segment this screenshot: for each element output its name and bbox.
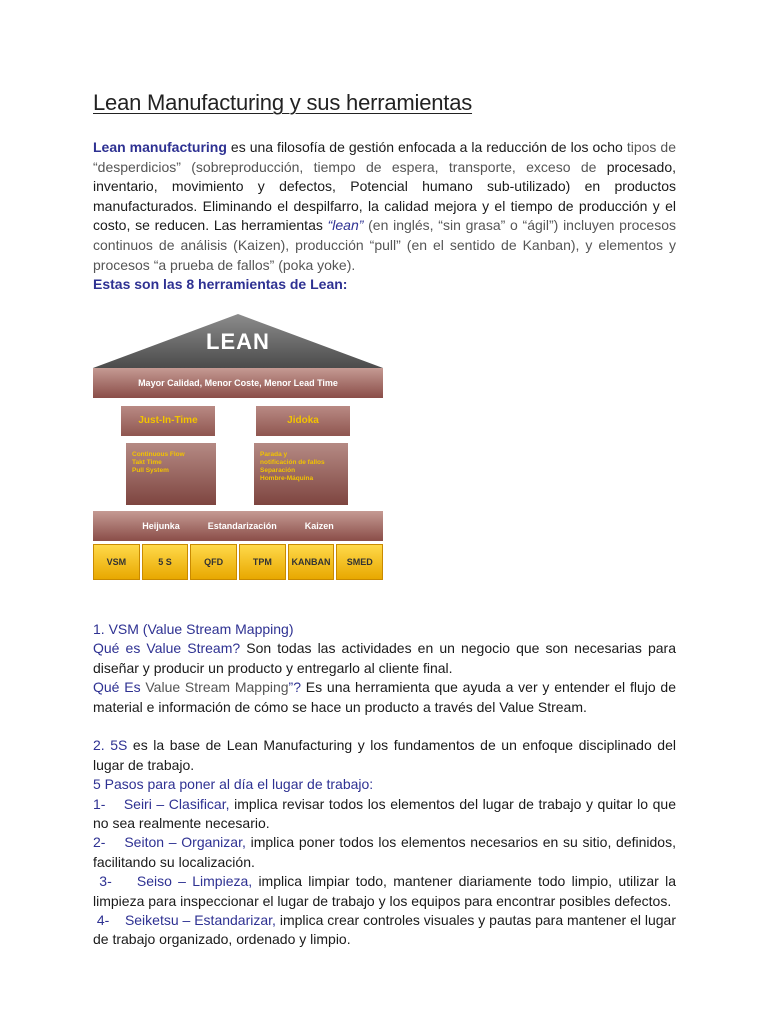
jit-item: Continuous Flow: [132, 451, 185, 458]
page-title: Lean Manufacturing y sus herramientas: [93, 90, 473, 115]
step-1-label: 1- Seiri – Clasificar,: [93, 795, 230, 812]
jidoka-item: Parada y: [260, 451, 288, 458]
vsm-q1: Qué es Value Stream?: [93, 640, 241, 657]
vsm-q2-paragraph: [93, 678, 676, 717]
vsm-q2c: ”?: [288, 679, 306, 696]
foundation-item: Kaizen: [304, 521, 334, 531]
lean-roof-label: LEAN: [206, 329, 270, 354]
intro-paragraph: [93, 138, 676, 275]
step-3: [93, 872, 676, 911]
step-2-label: 2- Seiton – Organizar,: [93, 834, 246, 851]
lean-house-diagram: [93, 308, 383, 583]
step-3-text: implica limpiar todo, mantener diariamente todo limpio, utilizar la limpieza para inspeccionar el lugar de trabajo y los equipos para encontrar posibles defectos.: [93, 873, 676, 909]
fives-num: 2. 5S: [93, 737, 128, 754]
tool-block: SMED: [336, 544, 383, 580]
intro-line1: es una filosofía de gestión enfocada a la reducción de los ocho: [226, 139, 623, 155]
foundation-item: Estandarización: [207, 521, 277, 531]
step-2: [93, 833, 676, 872]
vsm-q2b: Value Stream Mapping: [145, 679, 289, 696]
tool-block: KANBAN: [288, 544, 335, 580]
fives-text: es la base de Lean Manufacturing y los fundamentos de un enfoque disciplinado del lugar de trabajo.: [93, 737, 676, 773]
step-4-label: 4- Seiketsu – Estandarizar,: [93, 912, 276, 929]
intro-line2: tipos de “desperdicios” (sobreproducción, tiempo de espera, transporte, exceso de: [93, 139, 677, 175]
spacer: [93, 717, 676, 736]
vsm-a1: Son todas las actividades en un negocio que son necesarias para diseñar y producir un producto y entregarlo al cliente final.: [93, 640, 676, 676]
intro-rest: (en inglés, “sin grasa” o “ágil”) incluyen procesos continuos de análisis (Kaizen), producción “pull” (en el sentido de Kanban), y elementos y procesos “a prueba de fallos” (poka yoke).: [93, 217, 676, 273]
tools-row: [93, 544, 383, 580]
fives-paragraph: [93, 736, 676, 775]
tool-block: 5 S: [142, 544, 189, 580]
jidoka-item: Hombre-Máquina: [260, 475, 314, 482]
foundation-bar: [93, 511, 383, 541]
intro-lead: Lean manufacturing: [93, 139, 227, 155]
pillar-jidoka-box: [254, 443, 348, 505]
vsm-q2a: Qué Es: [93, 679, 146, 696]
step-1-text: implica revisar todos los elementos del lugar de trabajo y quitar lo que no sea realmente necesario.: [93, 795, 677, 832]
vsm-a2: Es una herramienta que ayuda a ver y entender el flujo de material e información de cómo se hace un producto a través del Value Stream.: [93, 679, 676, 715]
body-sections: [93, 620, 676, 950]
step-4-text: implica crear controles visuales y pautas para mantener el lugar de trabajo organizado, ordenado y limpio.: [93, 912, 676, 948]
steps-heading: 5 Pasos para poner al día el lugar de trabajo:: [93, 776, 374, 793]
jidoka-item: Separación: [260, 467, 296, 474]
jit-item: Pull System: [132, 467, 169, 474]
intro-line3-5: procesado, inventario, movimiento y defectos, Potencial humano sub-utilizado) en productos manufacturados. Eliminando el despilfarro, la calidad mejora y el tiempo de producción y el costo, se reducen. Las herramientas: [93, 158, 676, 234]
foundation-item: Heijunka: [142, 521, 180, 531]
pillar-jidoka-label: Jidoka: [256, 406, 350, 436]
vsm-q1-paragraph: [93, 639, 676, 678]
intro-lean-word: “lean”: [327, 217, 364, 234]
step-2-text: implica poner todos los elementos necesarios en su sitio, definidos, facilitando su localización.: [93, 834, 676, 870]
jit-item: Takt Time: [132, 459, 162, 466]
jidoka-item: notificación de fallos: [260, 459, 325, 466]
step-3-label: 3- Seiso – Limpieza,: [93, 873, 253, 890]
tool-block: VSM: [93, 544, 140, 580]
step-1: [93, 795, 676, 834]
tools-heading: Estas son las 8 herramientas de Lean:: [93, 276, 348, 292]
pillar-jit-label: Just-In-Time: [121, 406, 215, 436]
goals-bar: Mayor Calidad, Menor Coste, Menor Lead Time: [93, 368, 383, 398]
tool-block: TPM: [239, 544, 286, 580]
pillar-jit-box: [126, 443, 216, 505]
step-4: [93, 911, 676, 950]
tool-block: QFD: [190, 544, 237, 580]
vsm-title: 1. VSM (Value Stream Mapping): [93, 621, 294, 637]
